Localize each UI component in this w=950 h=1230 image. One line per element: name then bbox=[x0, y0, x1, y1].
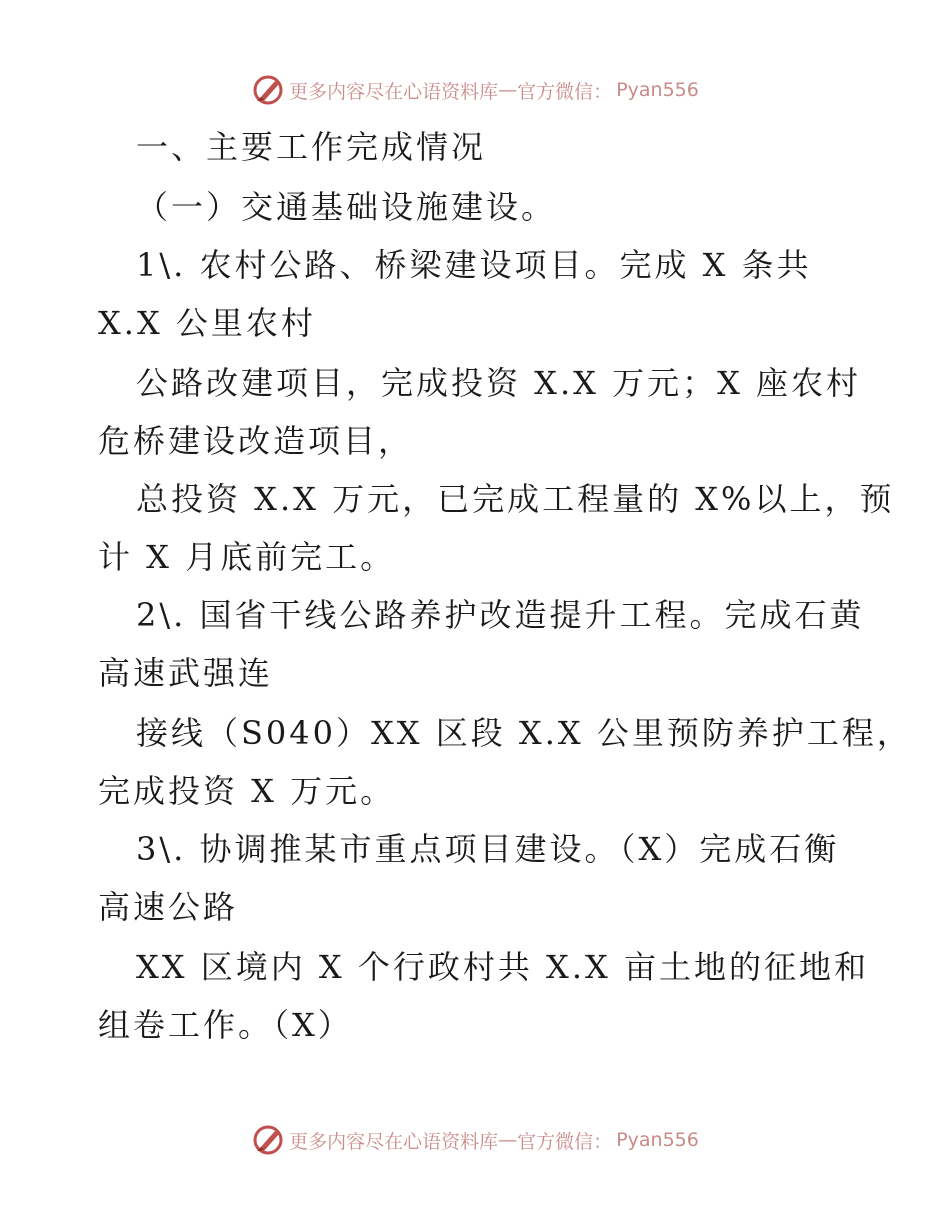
subsection-heading: （一）交通基础设施建设。 bbox=[136, 188, 557, 226]
paragraph-line: 1\. 农村公路、桥梁建设项目。完成 X 条共 bbox=[136, 246, 812, 284]
section-heading: 一、主要工作完成情况 bbox=[136, 128, 487, 166]
paragraph-line: 高速武强连 bbox=[98, 654, 274, 692]
header-watermark bbox=[0, 70, 950, 110]
watermark-text: 更多内容尽在心语资料库 bbox=[289, 80, 499, 103]
paragraph-line: 计 X 月底前完工。 bbox=[98, 538, 396, 576]
watermark-wechat-id: Pyan556 bbox=[616, 79, 699, 101]
paragraph-line: 组卷工作。（X） bbox=[98, 1006, 353, 1044]
paragraph-line: 完成投资 X 万元。 bbox=[98, 772, 396, 810]
paragraph-line: 危桥建设改造项目， bbox=[98, 422, 414, 460]
watermark-wechat-id: Pyan556 bbox=[616, 1129, 699, 1151]
paragraph-line: X.X 公里农村 bbox=[98, 304, 316, 342]
paragraph-line: 接线（S040）XX 区段 X.X 公里预防养护工程， bbox=[136, 714, 912, 752]
footer-watermark bbox=[0, 1120, 950, 1160]
watermark-wechat-label: 官方微信： bbox=[517, 80, 613, 103]
paragraph-line: 2\. 国省干线公路养护改造提升工程。完成石黄 bbox=[136, 596, 865, 634]
watermark-text: 更多内容尽在心语资料库 bbox=[289, 1130, 499, 1153]
pen-circle-logo-icon bbox=[251, 73, 285, 107]
paragraph-line: 3\. 协调推某市重点项目建设。（X）完成石衡 bbox=[136, 830, 840, 868]
paragraph-line: XX 区境内 X 个行政村共 X.X 亩土地的征地和 bbox=[136, 948, 869, 986]
paragraph-line: 公路改建项目，完成投资 X.X 万元；X 座农村 bbox=[136, 364, 862, 402]
paragraph-line: 高速公路 bbox=[98, 888, 239, 926]
watermark-dash: — bbox=[498, 1129, 518, 1151]
pen-circle-logo-icon bbox=[251, 1123, 285, 1157]
paragraph-line: 总投资 X.X 万元，已完成工程量的 X%以上，预 bbox=[136, 480, 895, 518]
watermark-dash: — bbox=[498, 79, 518, 101]
watermark-wechat-label: 官方微信： bbox=[517, 1130, 613, 1153]
